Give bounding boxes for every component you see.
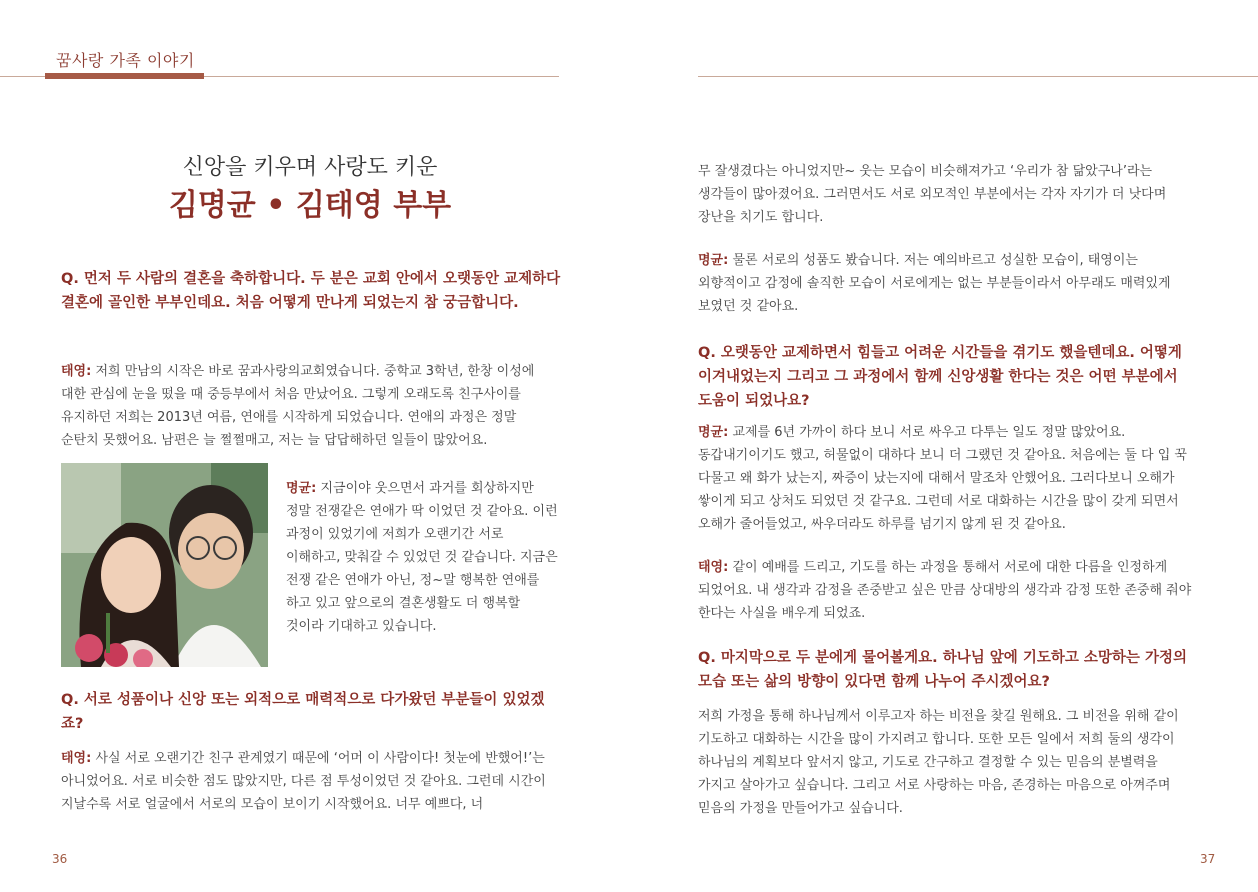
answer-4 bbox=[698, 249, 1192, 318]
header-rule-right bbox=[698, 76, 1258, 77]
answer-text: 무 잘생겼다는 아니었지만~ 웃는 모습이 비슷해져가고 ‘우리가 참 닮았구나’라는 생각들이 많아졌어요. 그러면서도 서로 외모적인 부분에서는 각자 자기가 더 낫다며 장난을 치기도 합니다. bbox=[698, 164, 1167, 225]
speaker-label: 명균: bbox=[286, 481, 317, 496]
couple-photo-illustration bbox=[61, 463, 268, 667]
answer-1 bbox=[61, 360, 558, 452]
question-1 bbox=[61, 267, 561, 315]
answer-5 bbox=[698, 421, 1192, 536]
answer-3-continued bbox=[698, 160, 1192, 229]
page-number-right: 37 bbox=[1200, 852, 1216, 866]
answer-text: 저희 만남의 시작은 바로 꿈과사랑의교회였습니다. 중학교 3학년, 한창 이성에 대한 관심에 눈을 떴을 때 중등부에서 처음 만났어요. 그렇게 오래도록 친구사이를 유지하던 저희는 2013년 여름, 연애를 시작하게 되었습니다. 연애의 과정은 정말 순탄치 못했어요. 남편은 늘 쩔쩔매고, 저는 늘 답답해하던 일들이 많았어요. bbox=[61, 364, 535, 448]
answer-text: 지금이야 웃으면서 과거를 회상하지만 정말 전쟁같은 연애가 딱 이었던 것 같아요. 이런 과정이 있었기에 저희가 오랜기간 서로 이해하고, 맞춰갈 수 있었던 것 같습니다. 지금은 전쟁 같은 연애가 아닌, 정~말 행복한 연애를 하고 있고 앞으로의 결혼생활도 더 행복할 것이라 기대하고 있습니다. bbox=[286, 481, 558, 634]
answer-6 bbox=[698, 556, 1192, 625]
speaker-label: 태영: bbox=[61, 364, 92, 379]
answer-3 bbox=[61, 747, 558, 816]
answer-text: 교제를 6년 가까이 하다 보니 서로 싸우고 다투는 일도 정말 많았어요. 동갑내기이기도 했고, 허물없이 대하다 보니 더 그랬던 것 같아요. 처음에는 둘 다 입 꾹 다물고 왜 화가 났는지, 짜증이 났는지에 대해서 말조차 안했어요. 그러다보니 오해가 쌓이게 되고 상처도 되었던 것 같구요. 그런데 서로 대화하는 시간을 많이 갖게 되면서 오해가 줄어들었고, 싸우더라도 하루를 넘기지 않게 된 것 같아요. bbox=[698, 425, 1187, 532]
answer-2 bbox=[286, 477, 558, 638]
answer-text: 물론 서로의 성품도 봤습니다. 저는 예의바르고 성실한 모습이, 태영이는 외향적이고 감정에 솔직한 모습이 서로에게는 없는 부분들이라서 아무래도 매력있게 보였던 것 같아요. bbox=[698, 253, 1171, 314]
answer-text: 사실 서로 오랜기간 친구 관계였기 때문에 ‘어머 이 사람이다! 첫눈에 반했어!’는 아니었어요. 서로 비슷한 점도 많았지만, 다른 점 투성이었던 것 같아요. 그런데 시간이 지날수록 서로 얼굴에서 서로의 모습이 보이기 시작했어요. 너무 예쁘다, 너 bbox=[61, 751, 546, 812]
page-number-left: 36 bbox=[52, 852, 68, 866]
section-title: 꿈사랑 가족 이야기 bbox=[56, 51, 195, 70]
answer-7 bbox=[698, 705, 1192, 820]
header-accent-bar bbox=[45, 73, 204, 79]
couple-photo bbox=[61, 463, 268, 667]
speaker-label: 태영: bbox=[61, 751, 92, 766]
question-text: 서로 성품이나 신앙 또는 외적으로 매력적으로 다가왔던 부분들이 있었겠죠? bbox=[61, 692, 545, 732]
article-title: 김명균 • 김태영 부부 bbox=[168, 188, 452, 223]
question-mark-icon: Q. bbox=[61, 271, 79, 287]
article-subtitle: 신앙을 키우며 사랑도 키운 bbox=[182, 155, 438, 180]
question-mark-icon: Q. bbox=[61, 692, 79, 708]
answer-text: 같이 예배를 드리고, 기도를 하는 과정을 통해서 서로에 대한 다름을 인정하게 되었어요. 내 생각과 감정을 존중받고 싶은 만큼 상대방의 생각과 감정 또한 존중해 줘야 한다는 사실을 배우게 되었죠. bbox=[698, 560, 1192, 621]
question-text: 오랫동안 교제하면서 힘들고 어려운 시간들을 겪기도 했을텐데요. 어떻게 이겨내었는지 그리고 그 과정에서 함께 신앙생활 한다는 것은 어떤 부분에서 도움이 되었나요? bbox=[698, 345, 1182, 409]
speaker-label: 명균: bbox=[698, 425, 729, 440]
question-text: 마지막으로 두 분에게 물어볼게요. 하나님 앞에 기도하고 소망하는 가정의 모습 또는 삶의 방향이 있다면 함께 나누어 주시겠어요? bbox=[698, 650, 1187, 690]
question-mark-icon: Q. bbox=[698, 345, 716, 361]
question-3 bbox=[698, 341, 1192, 413]
question-text: 먼저 두 사람의 결혼을 축하합니다. 두 분은 교회 안에서 오랫동안 교제하다 결혼에 골인한 부부인데요. 처음 어떻게 만나게 되었는지 참 궁금합니다. bbox=[61, 271, 561, 311]
speaker-label: 명균: bbox=[698, 253, 729, 268]
speaker-label: 태영: bbox=[698, 560, 729, 575]
question-mark-icon: Q. bbox=[698, 650, 716, 666]
question-4 bbox=[698, 646, 1192, 694]
question-2 bbox=[61, 688, 561, 736]
answer-text: 저희 가정을 통해 하나님께서 이루고자 하는 비전을 찾길 원해요. 그 비전을 위해 같이 기도하고 대화하는 시간을 많이 가지려고 합니다. 또한 모든 일에서 저희 둘의 생각이 하나님의 계획보다 앞서지 않고, 기도로 간구하고 결정할 수 있는 믿음의 분별력을 가지고 살아가고 싶습니다. 그리고 서로 사랑하는 마음, 존경하는 마음으로 아껴주며 믿음의 가정을 만들어가고 싶습니다. bbox=[698, 709, 1179, 816]
